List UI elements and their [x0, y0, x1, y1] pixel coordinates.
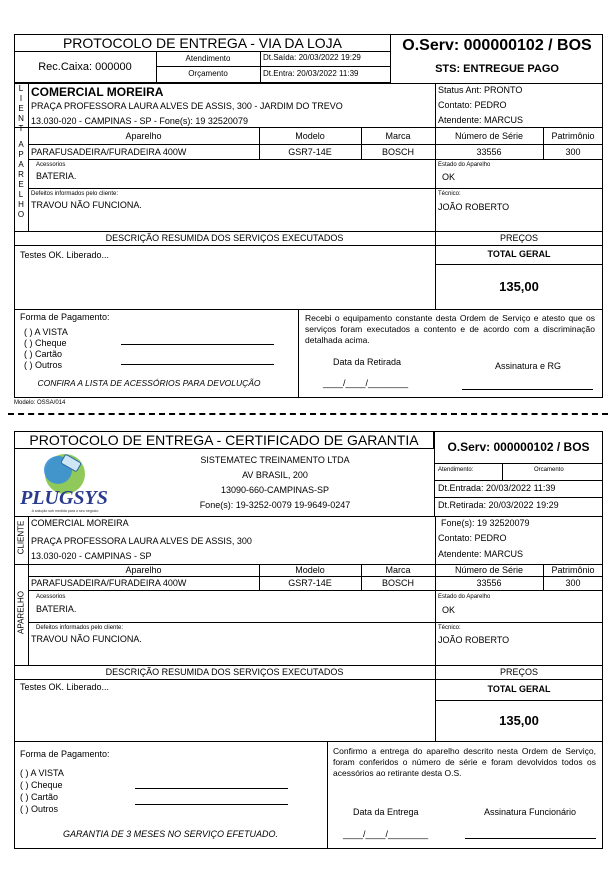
divider	[14, 665, 603, 666]
acessorios-label: Acessorios	[36, 594, 66, 600]
divider	[14, 127, 603, 128]
certificado-title: PROTOCOLO DE ENTREGA - CERTIFICADO DE GARANTIA	[29, 432, 419, 448]
divider	[435, 83, 436, 127]
side-letter: O	[17, 210, 25, 219]
aparelho-value: PARAFUSADEIRA/FURADEIRA 400W	[31, 147, 187, 157]
cliente-cidade: 13.030-020 - CAMPINAS - SP	[31, 551, 152, 561]
outros-line	[121, 364, 274, 365]
col-serie: Número de Série	[454, 565, 524, 575]
divider	[28, 83, 29, 231]
assinatura-funcionario-label: Assinatura Funcionário	[484, 807, 577, 817]
cliente-endereco: PRAÇA PROFESSORA LAURA ALVES DE ASSIS, 300	[31, 536, 252, 546]
logo-text: PLUGSYS	[20, 487, 108, 509]
divider	[156, 66, 391, 67]
serie-value: 33556	[476, 578, 502, 588]
col-modelo: Modelo	[295, 131, 325, 141]
tecnico-value: JOÃO ROBERTO	[438, 635, 510, 645]
cliente-endereco: PRAÇA PROFESSORA LAURA ALVES DE ASSIS, 300 - JARDIM DO TREVO	[31, 101, 343, 111]
side-letter: L	[18, 190, 24, 199]
tecnico-label: Técnico:	[438, 625, 461, 631]
divider	[260, 51, 261, 83]
defeitos-value: TRAVOU NÃO FUNCIONA.	[31, 200, 142, 210]
cheque-line	[135, 788, 288, 789]
tecnico-label: Técnico:	[438, 191, 461, 197]
divider	[14, 51, 391, 52]
os-number: O.Serv: 000000102 / BOS	[402, 37, 592, 54]
divider	[28, 590, 603, 591]
cliente-side-label: CLIENTE	[16, 520, 26, 555]
modelo-form: Modelo: OSSA/014	[14, 400, 66, 406]
page-title: PROTOCOLO DE ENTREGA - VIA DA LOJA	[62, 35, 343, 51]
pagamento-label: Forma de Pagamento:	[20, 749, 110, 759]
dt-retirada: Dt.Retirada: 20/03/2022 19:29	[438, 500, 559, 510]
divider	[327, 741, 328, 849]
atendente: Atendente: MARCUS	[438, 115, 524, 125]
defeitos-value: TRAVOU NÃO FUNCIONA.	[31, 634, 142, 644]
marca-value: BOSCH	[381, 578, 414, 588]
acessorios-value: BATERIA.	[36, 171, 77, 181]
divider	[298, 309, 299, 398]
total-label: TOTAL GERAL	[487, 684, 551, 694]
atendente: Atendente: MARCUS	[438, 549, 524, 559]
opt-outros[interactable]: ( ) Outros	[24, 360, 63, 370]
col-aparelho: Aparelho	[125, 131, 162, 141]
estado-label: Estado do Aparelho	[438, 594, 491, 600]
divider	[434, 480, 603, 481]
modelo-value: GSR7-14E	[288, 578, 332, 588]
col-serie: Número de Série	[454, 131, 524, 141]
data-entrega-line: ____/____/________	[343, 829, 429, 839]
pagamento-label: Forma de Pagamento:	[20, 312, 110, 322]
divider	[14, 679, 603, 680]
aparelho-side-label: APARELHO	[16, 591, 26, 634]
side-letter: T	[18, 124, 24, 133]
atendimento-label: Atendimento:	[438, 467, 474, 473]
side-letter: P	[18, 150, 24, 159]
plugsys-logo	[20, 452, 110, 514]
cliente-nome: COMERCIAL MOREIRA	[31, 518, 129, 528]
opt-cheque[interactable]: ( ) Cheque	[20, 780, 63, 790]
col-aparelho: Aparelho	[125, 565, 162, 575]
side-letter: A	[18, 140, 24, 149]
precos-header: PREÇOS	[499, 233, 538, 243]
divider	[435, 127, 436, 231]
side-letter: A	[18, 160, 24, 169]
fone: Fone(s): 19 32520079	[441, 518, 530, 528]
cliente-cidade: 13.030-020 - CAMPINAS - SP - Fone(s): 19 32520079	[31, 116, 248, 126]
divider	[14, 516, 603, 517]
divider	[14, 83, 603, 84]
empresa-endereco: AV BRASIL, 200	[242, 470, 308, 480]
modelo-value: GSR7-14E	[288, 147, 332, 157]
cut-line	[8, 413, 608, 415]
marca-value: BOSCH	[381, 147, 414, 157]
status-badge: STS: ENTREGUE PAGO	[435, 63, 559, 75]
opt-outros[interactable]: ( ) Outros	[20, 804, 59, 814]
divider	[435, 516, 436, 564]
servicos-header: DESCRIÇÃO RESUMIDA DOS SERVIÇOS EXECUTADOS	[105, 667, 344, 677]
data-retirada-line: ____/____/________	[323, 378, 409, 388]
tecnico-value: JOÃO ROBERTO	[438, 202, 510, 212]
patrimonio-value: 300	[565, 578, 581, 588]
estado-value: OK	[442, 172, 456, 182]
divider	[28, 188, 603, 189]
estado-label: Estado do Aparelho	[438, 162, 491, 168]
declaracao: Recebi o equipamento constante desta Ordem de Serviço e atesto que os serviços foram executados a contento e de acordo com a discriminação detalhada acima.	[305, 313, 595, 345]
empresa-cidade: 13090-660-CAMPINAS-SP	[220, 485, 330, 495]
divider	[14, 245, 603, 246]
col-modelo: Modelo	[295, 565, 325, 575]
opt-cartao[interactable]: ( ) Cartão	[20, 792, 59, 802]
divider	[28, 576, 603, 577]
dt-entrada: Dt.Entrada: 20/03/2022 11:39	[438, 483, 556, 493]
divider	[28, 144, 603, 145]
aparelho-value: PARAFUSADEIRA/FURADEIRA 400W	[31, 578, 187, 588]
servicos-value: Testes OK. Liberado...	[20, 250, 110, 260]
confira-note: CONFIRA A LISTA DE ACESSÓRIOS PARA DEVOLUÇÃO	[37, 378, 261, 388]
cheque-line	[121, 344, 274, 345]
dt-saida: Dt.Saída: 20/03/2022 19:29	[263, 53, 361, 62]
servicos-header: DESCRIÇÃO RESUMIDA DOS SERVIÇOS EXECUTADOS	[105, 233, 344, 243]
servicos-value: Testes OK. Liberado...	[20, 682, 110, 692]
contato: Contato: PEDRO	[438, 533, 507, 543]
empresa-nome: SISTEMATEC TREINAMENTO LTDA	[200, 455, 350, 465]
orcamento-label: Orçamento	[188, 69, 228, 78]
divider	[14, 231, 603, 232]
side-letter: H	[18, 200, 24, 209]
divider	[435, 700, 603, 701]
acessorios-label: Acessorios	[36, 162, 66, 168]
total-label: TOTAL GERAL	[487, 249, 551, 259]
contato: Contato: PEDRO	[438, 100, 507, 110]
col-marca: Marca	[385, 565, 411, 575]
col-patrimonio: Patrimônio	[551, 565, 595, 575]
side-letter: E	[18, 104, 24, 113]
os-number: O.Serv: 000000102 / BOS	[447, 440, 590, 454]
garantia-note: GARANTIA DE 3 MESES NO SERVIÇO EFETUADO.	[62, 829, 279, 839]
assinatura-rg-label: Assinatura e RG	[495, 361, 562, 371]
orcamento-label: Orcamento	[534, 467, 564, 473]
divider	[434, 497, 603, 498]
opt-a-vista[interactable]: ( ) A VISTA	[20, 768, 64, 778]
logo-slogan: A solução sob medida para o seu negócio	[31, 509, 99, 513]
divider	[434, 463, 603, 464]
cliente-nome: COMERCIAL MOREIRA	[31, 85, 164, 99]
outros-line	[135, 804, 288, 805]
divider	[14, 309, 603, 310]
side-letter: R	[18, 170, 24, 179]
data-retirada-label: Data da Retirada	[333, 357, 402, 367]
divider	[502, 463, 503, 480]
serie-value: 33556	[476, 147, 502, 157]
divider	[28, 622, 603, 623]
precos-header: PREÇOS	[499, 667, 538, 677]
opt-a-vista[interactable]: ( ) A VISTA	[24, 327, 68, 337]
defeitos-label: Defeitos informados pelo cliente:	[31, 191, 119, 197]
divider	[435, 264, 603, 265]
acessorios-value: BATERIA.	[36, 604, 77, 614]
opt-cartao[interactable]: ( ) Cartão	[24, 349, 63, 359]
divider	[28, 159, 603, 160]
defeitos-label: Defeitos informados pelo cliente:	[36, 625, 124, 631]
assinatura-line	[462, 389, 593, 390]
side-letter: N	[18, 114, 24, 123]
assinatura-line	[465, 838, 596, 839]
patrimonio-value: 300	[565, 147, 581, 157]
declaracao: Confirmo a entrega do aparelho descrito nesta Ordem de Serviço, foram conferidos o número de série e foram devolvidos todos os acessórios ao retirante desta O.S.	[333, 746, 596, 778]
rec-caixa: Rec.Caixa: 000000	[38, 61, 132, 73]
data-entrega-label: Data da Entrega	[353, 807, 419, 817]
total-value: 135,00	[499, 713, 539, 728]
side-letter: E	[18, 180, 24, 189]
col-marca: Marca	[385, 131, 411, 141]
divider	[14, 741, 603, 742]
atendimento-label: Atendimento	[185, 54, 231, 63]
status-anterior: Status Ant: PRONTO	[438, 85, 523, 95]
empresa-fone: Fone(s): 19-3252-0079 19-9649-0247	[199, 500, 351, 510]
aparelho-side-label	[14, 140, 28, 220]
side-letter: I	[19, 94, 23, 103]
total-value: 135,00	[499, 279, 539, 294]
col-patrimonio: Patrimônio	[551, 131, 595, 141]
opt-cheque[interactable]: ( ) Cheque	[24, 338, 67, 348]
dt-entra: Dt.Entra: 20/03/2022 11:39	[263, 69, 359, 78]
estado-value: OK	[442, 605, 456, 615]
side-letter: L	[18, 84, 24, 93]
divider	[434, 431, 435, 516]
